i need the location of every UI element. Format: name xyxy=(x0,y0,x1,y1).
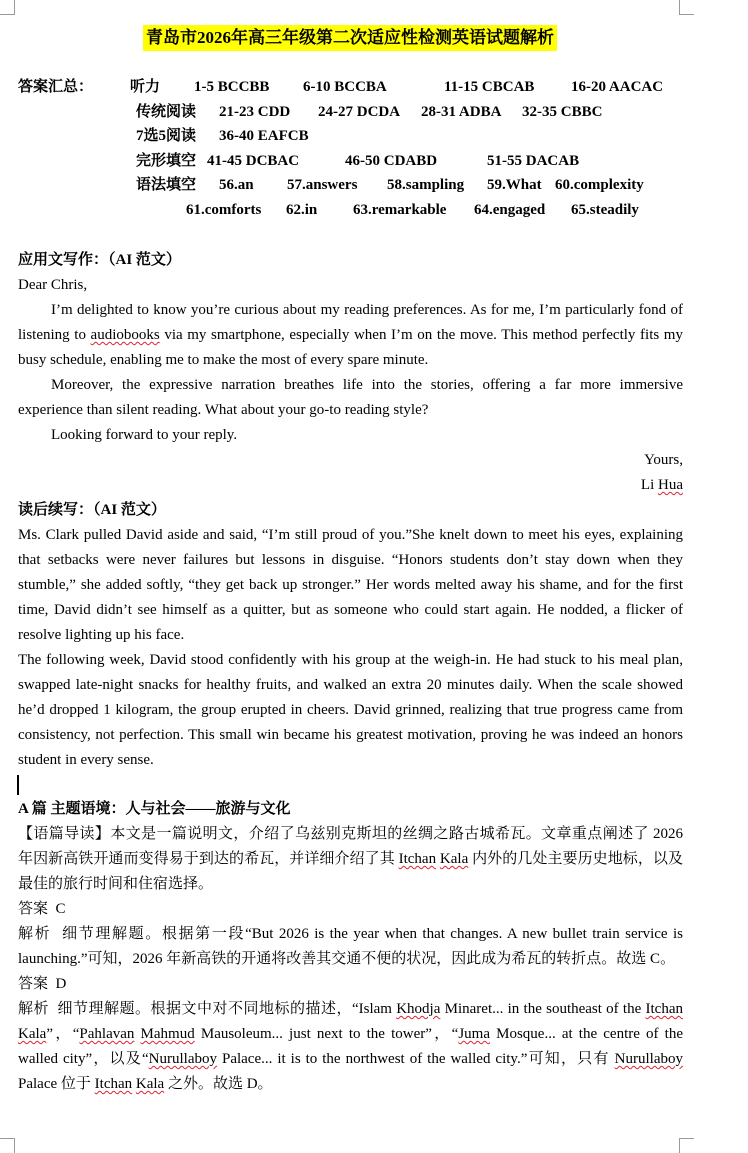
answer-summary-label: 答案汇总： xyxy=(18,79,94,95)
answer-group: 36-40 EAFCB xyxy=(219,128,309,145)
answer-item: 62.in xyxy=(286,201,318,218)
spellcheck-word: Kala xyxy=(439,851,469,867)
answer-line: 答案 D xyxy=(18,976,67,992)
answer-item: 64.engaged xyxy=(474,201,546,218)
section-a-heading: A 篇 主题语境：人与社会——旅游与文化 xyxy=(18,801,291,817)
answer-value: C xyxy=(55,901,66,917)
continuation-paragraph: Ms. Clark pulled David aside and said, “I’m still proud of you.”She knelt down to meet his eyes, explaining that setbacks were never failures but lessons in disguise. “Honors students don’t stay down when they stumble,” she added softly, “they get back up stronger.” Her words melted away his shame, and for the first time, David didn’t see himself as a quitter, but as someone who could start again. He nodded, a flicker of resolve lighting up his face. xyxy=(18,527,683,643)
reading-label: 传统阅读 xyxy=(136,103,197,120)
title-container xyxy=(0,25,700,51)
listening-label: 听力 xyxy=(130,79,161,95)
spellcheck-word: Kala xyxy=(135,1076,165,1092)
continuation-section xyxy=(18,498,683,773)
spellcheck-word: Hua xyxy=(658,477,683,493)
answer-item: 61.comforts xyxy=(186,201,262,218)
answer-item: 59.What xyxy=(487,177,542,194)
answer-group: 51-55 DACAB xyxy=(487,152,580,169)
letter-paragraph: Moreover, the expressive narration breathes life into the stories, offering a far more immersive experience than silent reading. What about your go-to reading style? xyxy=(18,377,683,418)
passage-guide: 【语篇导读】本文是一篇说明文，介绍了乌兹别克斯坦的丝绸之路古城希瓦。文章重点阐述了 2026 年因新高铁开通而变得易于到达的希瓦，并详细介绍了其 Itchan Kala 内外的几处主要历史地标，以及最佳的旅行时间和住宿选择。 xyxy=(18,826,683,892)
answer-group: 21-23 CDD xyxy=(219,103,291,120)
letter-greeting: Dear Chris, xyxy=(18,277,88,293)
letter-paragraph: I’m delighted to know you’re curious about my reading preferences. As for me, I’m particularly fond of listening to audiobooks via my smartphone, especially when I’m on the move. This method perfectly fits my busy schedule, enabling me to make the most of every spare minute. xyxy=(18,302,683,368)
spellcheck-word: Nurullaboy xyxy=(614,1051,683,1067)
answer-group: 1-5 BCCBB xyxy=(194,79,270,95)
spellcheck-word: Kala xyxy=(18,1026,47,1042)
spellcheck-word: Juma xyxy=(458,1026,490,1042)
page-title: 青岛市2026年高三年级第二次适应性检测英语试题解析 xyxy=(143,25,557,51)
spellcheck-word: Khodja xyxy=(396,1001,441,1017)
crop-mark-bottom-left xyxy=(0,1138,15,1153)
continuation-paragraph: The following week, David stood confidently with his group at the weigh-in. He had stuck to his meal plan, swapped late-night snacks for healthy fruits, and walked an extra 20 minutes daily. When the scale showed he’d dropped 1 kilogram, the group erupted in cheers. David grinned, realizing that true progress came from consistency, not perfection. This small win became his greatest motivation, proving he was indeed an honors student in every sense. xyxy=(18,652,683,768)
spellcheck-word: Itchan xyxy=(398,851,437,867)
grammar-label: 语法填空 xyxy=(136,177,197,194)
spellcheck-word: Nurullaboy xyxy=(148,1051,217,1067)
answer-item: 65.steadily xyxy=(571,201,639,218)
answer-item: 58.sampling xyxy=(387,177,465,194)
answer-group: 11-15 CBCAB xyxy=(444,79,535,95)
crop-mark-top-left xyxy=(0,0,15,15)
spellcheck-word: Itchan xyxy=(94,1076,133,1092)
section-a xyxy=(18,797,683,1097)
writing-section xyxy=(18,248,683,498)
writing-heading: 应用文写作：（AI 范文） xyxy=(18,252,181,268)
answer-group: 46-50 CDABD xyxy=(345,152,438,169)
explanation: 解析 细节理解题。根据第一段“But 2026 is the year when that changes. A new bullet train service is launching.”可知，2026 年新高铁的开通将改善其交通不便的状况，因此成为希瓦的转折点。故选 C。 xyxy=(18,926,683,967)
letter-paragraph: Looking forward to your reply. xyxy=(51,427,238,443)
continuation-heading: 读后续写：（AI 范文） xyxy=(18,502,166,518)
explanation: 解析 细节理解题。根据文中对不同地标的描述，“Islam Khodja Minaret... in the southeast of the Itchan Kala”，“Pahlavan Mahmud Mausoleum... just next to the tower”，“Juma Mosque... at the centre of the walled city”，以及“Nurullaboy Palace... it is to the northwest of the walled city.”可知，只有 Nurullaboy Palace 位于 Itchan Kala 之外。故选 D。 xyxy=(18,1001,683,1092)
answer-value: D xyxy=(55,976,67,992)
spellcheck-word: audiobooks xyxy=(90,327,160,343)
answer-item: 60.complexity xyxy=(555,177,644,194)
seven-choose-five-label: 7选5阅读 xyxy=(136,128,197,145)
answer-item: 56.an xyxy=(219,177,254,194)
answer-group: 41-45 DCBAC xyxy=(207,152,300,169)
answer-group: 6-10 BCCBA xyxy=(303,79,387,95)
letter-signature: Li Hua xyxy=(640,477,683,493)
crop-mark-top-right xyxy=(679,0,694,15)
answer-item: 57.answers xyxy=(287,177,358,194)
crop-mark-bottom-right xyxy=(679,1138,694,1153)
answer-group: 28-31 ADBA xyxy=(421,103,502,120)
text-cursor xyxy=(17,775,19,795)
spellcheck-word: Pahlavan xyxy=(79,1026,135,1042)
letter-closing: Yours, xyxy=(644,452,683,468)
answer-line: 答案 C xyxy=(18,901,66,917)
answer-item: 63.remarkable xyxy=(353,201,447,218)
spellcheck-word: Itchan xyxy=(645,1001,683,1017)
answer-group: 24-27 DCDA xyxy=(318,103,401,120)
cloze-label: 完形填空 xyxy=(136,152,197,169)
spellcheck-word: Mahmud xyxy=(140,1026,195,1042)
answer-group: 32-35 CBBC xyxy=(522,103,603,120)
answer-group: 16-20 AACAC xyxy=(571,79,664,95)
